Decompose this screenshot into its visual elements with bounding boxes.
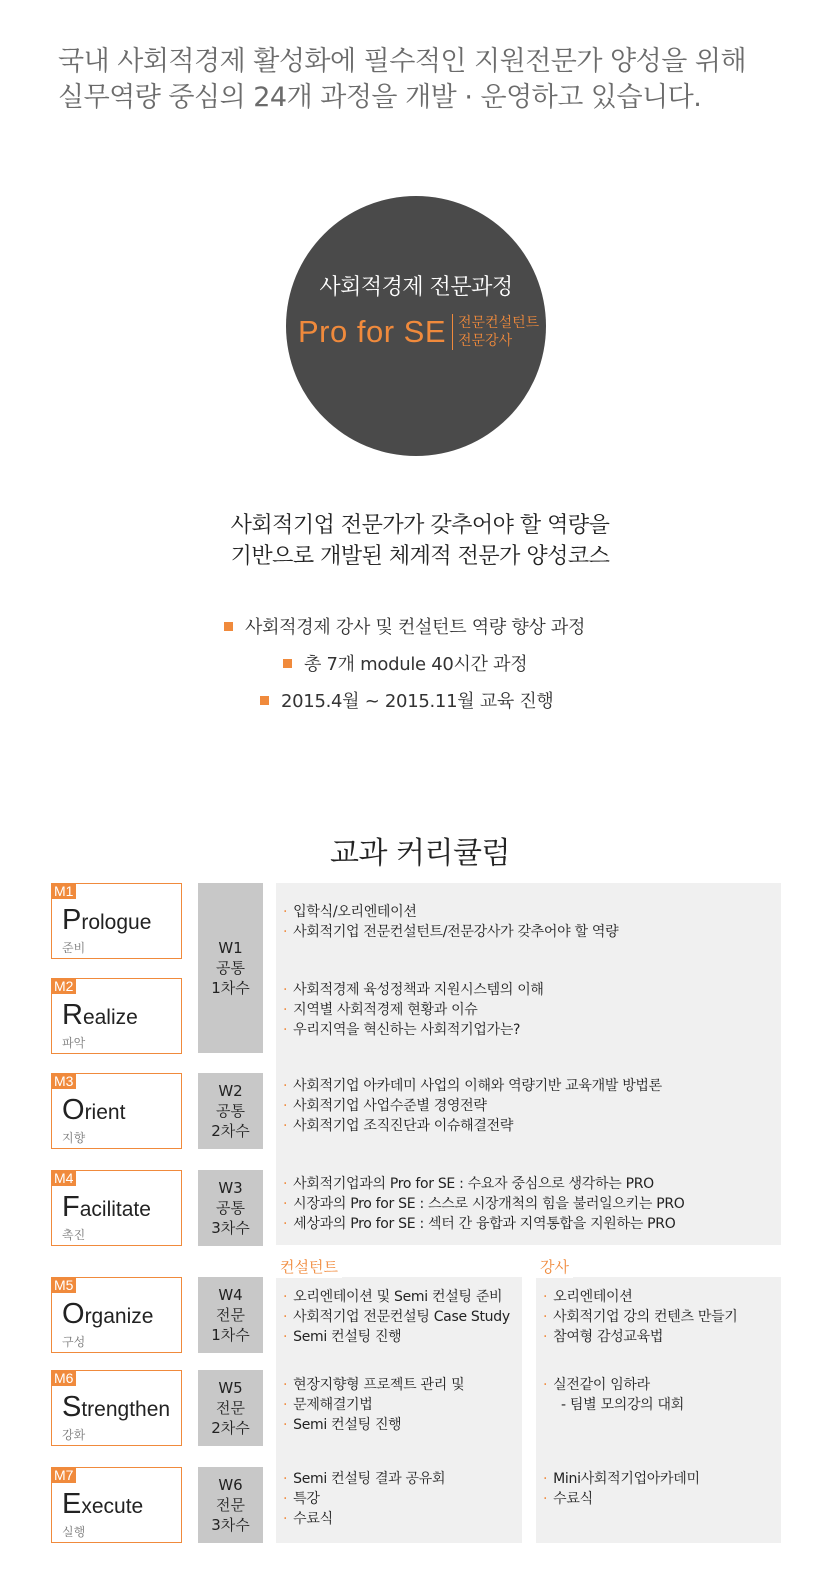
bullet-item	[283, 650, 527, 676]
module-name	[62, 999, 138, 1032]
module-name	[62, 1298, 153, 1331]
list-item: · Semi 컨설팅 진행	[283, 1417, 402, 1433]
program-badge	[286, 196, 546, 456]
week-code: W4	[218, 1286, 243, 1304]
dot-bullet-icon: ·	[283, 904, 288, 920]
dot-bullet-icon: ·	[543, 1329, 548, 1345]
dot-bullet-icon: ·	[543, 1491, 548, 1507]
list-item: · 사회적기업 조직진단과 이슈해결전략	[283, 1118, 514, 1134]
module-rest: ealize	[82, 1006, 138, 1029]
list-item: · 시장과의 Pro for SE : 스스로 시장개척의 힘을 불러일으키는 PRO	[283, 1196, 685, 1212]
list-item: · 사회적기업 아카데미 사업의 이해와 역량기반 교육개발 방법론	[283, 1078, 662, 1094]
content-m1	[283, 902, 618, 942]
list-item: · 사회적기업 전문컨설턴트/전문강사가 갖추어야 할 역량	[283, 924, 619, 940]
dot-bullet-icon: ·	[283, 1511, 288, 1527]
list-item: · 사회적경제 육성정책과 지원시스템의 이해	[283, 982, 544, 998]
module-initial: F	[62, 1191, 80, 1223]
instructor-m6	[543, 1375, 684, 1415]
square-bullet-icon	[260, 696, 269, 705]
week-type: 전문	[216, 1306, 245, 1324]
week-code: W3	[218, 1179, 243, 1197]
module-tag: M3	[51, 1073, 76, 1089]
module-subtitle: 구성	[62, 1335, 86, 1349]
module-initial: O	[62, 1094, 85, 1126]
dot-bullet-icon: ·	[283, 1329, 288, 1345]
summary-line-2: 기반으로 개발된 체계적 전문가 양성코스	[230, 544, 610, 569]
dot-bullet-icon: ·	[283, 982, 288, 998]
intro-text	[58, 44, 818, 116]
consultant-track-label: 컨설턴트	[276, 1257, 342, 1278]
module-rest: rient	[84, 1101, 126, 1124]
bullet-item	[224, 613, 585, 639]
module-initial: E	[62, 1488, 82, 1520]
dot-bullet-icon: ·	[283, 1176, 288, 1192]
module-box-m5	[51, 1277, 182, 1353]
dot-bullet-icon: ·	[283, 1289, 288, 1305]
content-m4	[283, 1174, 685, 1234]
week-code: W2	[218, 1082, 243, 1100]
bullet-item	[260, 687, 554, 713]
module-name	[62, 1191, 151, 1224]
badge-title: 사회적경제 전문과정	[319, 275, 513, 300]
module-tag: M5	[51, 1277, 76, 1293]
square-bullet-icon	[283, 659, 292, 668]
module-subtitle: 준비	[62, 941, 86, 955]
module-tag: M7	[51, 1467, 76, 1483]
content-m3	[283, 1076, 662, 1136]
curriculum-title: 교과 커리큘럼	[330, 836, 510, 871]
week-round: 1차수	[211, 1326, 250, 1344]
dot-bullet-icon: ·	[283, 1309, 288, 1325]
dot-bullet-icon: ·	[543, 1309, 548, 1325]
week-code: W5	[218, 1379, 243, 1397]
week-box-w2	[198, 1073, 263, 1149]
module-box-m2	[51, 978, 182, 1054]
module-tag: M2	[51, 978, 76, 994]
dot-bullet-icon: ·	[283, 1196, 288, 1212]
module-rest: rganize	[84, 1305, 154, 1328]
badge-role-consultant: 전문컨설턴트	[458, 315, 540, 331]
badge-program: Pro for SE	[298, 314, 446, 349]
summary-text	[0, 510, 840, 572]
square-bullet-icon	[224, 622, 233, 631]
week-box-w4	[198, 1277, 263, 1353]
module-name	[62, 1391, 170, 1424]
list-item: · 참여형 감성교육법	[543, 1329, 664, 1345]
week-round: 3차수	[211, 1516, 250, 1534]
week-box-w3	[198, 1170, 263, 1246]
list-item: · 사회적기업 사업수준별 경영전략	[283, 1098, 487, 1114]
list-item: · 우리지역을 혁신하는 사회적기업가는?	[283, 1022, 521, 1038]
module-subtitle: 강화	[62, 1428, 86, 1442]
module-name	[62, 1094, 125, 1127]
module-subtitle: 실행	[62, 1525, 86, 1539]
module-subtitle: 촉진	[62, 1228, 86, 1242]
week-type: 공통	[216, 1102, 245, 1120]
week-round: 1차수	[211, 979, 250, 997]
list-item: · 지역별 사회적경제 현황과 이슈	[283, 1002, 478, 1018]
bullet-text: 사회적경제 강사 및 컨설턴트 역량 향상 과정	[245, 617, 586, 638]
module-box-m6	[51, 1370, 182, 1446]
week-type: 전문	[216, 1399, 245, 1417]
week-round: 2차수	[211, 1419, 250, 1437]
bullet-text: 총 7개 module 40시간 과정	[304, 654, 528, 675]
instructor-m7	[543, 1469, 700, 1509]
module-initial: O	[62, 1298, 85, 1330]
list-item: · 사회적기업 전문컨설팅 Case Study	[283, 1309, 510, 1325]
module-subtitle: 파악	[62, 1036, 86, 1050]
week-round: 2차수	[211, 1122, 250, 1140]
content-m2	[283, 980, 544, 1040]
list-item: · 수료식	[283, 1511, 333, 1527]
intro-line-1: 국내 사회적경제 활성화에 필수적인 지원전문가 양성을 위해	[58, 46, 747, 77]
week-type: 공통	[216, 959, 245, 977]
module-initial: S	[62, 1391, 82, 1423]
module-box-m1	[51, 883, 182, 959]
dot-bullet-icon: ·	[283, 1491, 288, 1507]
dot-bullet-icon: ·	[283, 1417, 288, 1433]
consultant-m7	[283, 1469, 445, 1529]
intro-line-2: 실무역량 중심의 24개 과정을 개발 · 운영하고 있습니다.	[58, 82, 702, 113]
dot-bullet-icon: ·	[543, 1289, 548, 1305]
dot-bullet-icon: ·	[283, 1118, 288, 1134]
list-item: · Semi 컨설팅 진행	[283, 1329, 402, 1345]
badge-role-instructor: 전문강사	[458, 333, 513, 349]
dot-bullet-icon: ·	[283, 1377, 288, 1393]
consultant-m6	[283, 1375, 464, 1435]
week-code: W1	[218, 939, 243, 957]
week-round: 3차수	[211, 1219, 250, 1237]
badge-roles	[452, 314, 539, 350]
dot-bullet-icon: ·	[283, 1098, 288, 1114]
module-box-m3	[51, 1073, 182, 1149]
list-item: · 수료식	[543, 1491, 593, 1507]
bullet-text: 2015.4월 ~ 2015.11월 교육 진행	[281, 691, 554, 712]
dot-bullet-icon: ·	[283, 924, 288, 940]
dot-bullet-icon: ·	[283, 1022, 288, 1038]
list-item: · 문제해결기법	[283, 1397, 373, 1413]
list-item: · Mini사회적기업아카데미	[543, 1471, 700, 1487]
list-subitem: - 팀별 모의강의 대회	[561, 1397, 684, 1413]
module-rest: acilitate	[79, 1198, 151, 1221]
list-item: · 오리엔테이션 및 Semi 컨설팅 준비	[283, 1289, 503, 1305]
module-initial: R	[62, 999, 83, 1031]
list-item: · 세상과의 Pro for SE : 섹터 간 융합과 지역통합을 지원하는 PRO	[283, 1216, 676, 1232]
module-box-m7	[51, 1467, 182, 1543]
module-subtitle: 지향	[62, 1131, 86, 1145]
dot-bullet-icon: ·	[283, 1002, 288, 1018]
module-tag: M4	[51, 1170, 76, 1186]
module-initial: P	[62, 904, 82, 936]
dot-bullet-icon: ·	[543, 1377, 548, 1393]
module-tag: M6	[51, 1370, 76, 1386]
list-item: · 입학식/오리엔테이션	[283, 904, 417, 920]
list-item: · 실전같이 임하라	[543, 1377, 650, 1393]
week-box-w1	[198, 883, 263, 1053]
week-box-w6	[198, 1467, 263, 1543]
module-box-m4	[51, 1170, 182, 1246]
list-item: · 오리엔테이션	[543, 1289, 633, 1305]
list-item: · 현장지향형 프로젝트 관리 및	[283, 1377, 465, 1393]
dot-bullet-icon: ·	[283, 1216, 288, 1232]
week-code: W6	[218, 1476, 243, 1494]
module-name	[62, 904, 151, 937]
summary-line-1: 사회적기업 전문가가 갖추어야 할 역량을	[230, 513, 610, 538]
dot-bullet-icon: ·	[543, 1471, 548, 1487]
consultant-m5	[283, 1287, 510, 1347]
instructor-m5	[543, 1287, 738, 1347]
week-type: 전문	[216, 1496, 245, 1514]
instructor-track-label: 강사	[536, 1257, 573, 1278]
module-tag: M1	[51, 883, 76, 899]
module-name	[62, 1488, 143, 1521]
list-item: · 특강	[283, 1491, 320, 1507]
dot-bullet-icon: ·	[283, 1397, 288, 1413]
list-item: · 사회적기업 강의 컨텐츠 만들기	[543, 1309, 738, 1325]
dot-bullet-icon: ·	[283, 1078, 288, 1094]
week-type: 공통	[216, 1199, 245, 1217]
list-item: · 사회적기업과의 Pro for SE : 수요자 중심으로 생각하는 PRO	[283, 1176, 654, 1192]
week-box-w5	[198, 1370, 263, 1446]
module-rest: xecute	[81, 1495, 144, 1518]
list-item: · Semi 컨설팅 결과 공유회	[283, 1471, 446, 1487]
module-rest: rologue	[81, 911, 152, 934]
dot-bullet-icon: ·	[283, 1471, 288, 1487]
module-rest: trengthen	[81, 1398, 171, 1421]
